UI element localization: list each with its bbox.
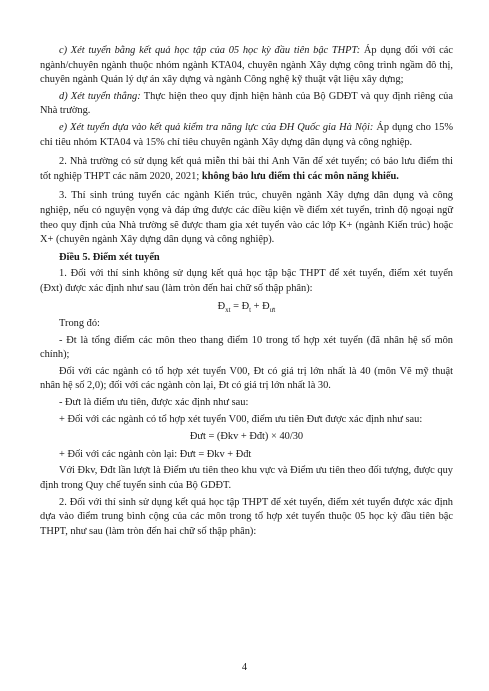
paragraph-c-text: Áp dụng đối với các ngành/chuyên ngành thuộc nhóm ngành KTA04, chuyên ngành Xây dựng công trình ngầm đô thị, chuyên ngành Quản lý dự án xây dựng và ngành Công nghệ kỹ thuật vật liệu xây dựng; (40, 45, 453, 86)
paragraph-c (40, 44, 453, 88)
paragraph-3: 3. Thí sinh trúng tuyển các ngành Kiến trúc, chuyên ngành Xây dựng dân dụng và công nghiệp, nếu có nguyện vọng và đáp ứng được các điều kiện về điểm xét tuyển, trình độ ngoại ngữ theo quy định của Nhà trường sẽ được tham gia xét tuyển vào các lớp K+ (ngành Kiến trúc) hoặc X+ (chuyên ngành Xây dựng dân dụng và công nghiệp). (40, 190, 453, 246)
trong-do-label: Trong đó: (59, 318, 100, 330)
paragraph-e-label: e) Xét tuyển dựa vào kết quả kiểm tra năng lực của ĐH Quốc gia Hà Nội: (59, 121, 374, 133)
paragraph-2-text: 2. Nhà trường có sử dụng kết quả miễn thi bài thi Anh Văn để xét tuyển; có bảo lưu điểm thi tốt nghiệp THPT các năm 2020, 2021; (40, 156, 453, 182)
paragraph-d (40, 90, 453, 119)
paragraph-e (40, 121, 453, 150)
dkv-description: Với Đkv, Đđt lần lượt là Điểm ưu tiên theo khu vực và Điểm ưu tiên theo đối tượng, được quy định trong Quy chế tuyển sinh của Bộ GDĐT. (40, 465, 453, 492)
page-number: 4 (241, 662, 248, 673)
paragraph-d-label: d) Xét tuyển thẳng: (59, 90, 141, 102)
article-5-item-2: 2. Đối với thí sinh sử dụng kết quả học tập THPT để xét tuyển, điểm xét tuyển được xác định dựa vào điểm trung bình cộng của các môn trong tổ hợp xét tuyển thuộc 05 học kỳ đầu tiên bậc THPT, như sau (làm tròn đến hai chữ số thập phân): (40, 496, 453, 537)
paragraph-2-bold: không bảo lưu điểm thi các môn năng khiếu. (201, 170, 399, 182)
dut-description: - Đưt là điểm ưu tiên, được xác định như sau: (59, 397, 249, 409)
article-5-item-1: 1. Đối với thí sinh không sử dụng kết quả học tập bậc THPT để xét tuyển, điểm xét tuyển (Đxt) được xác định như sau (làm tròn đến hai chữ số thập phân): (40, 268, 453, 294)
paragraph-c-label: c) Xét tuyển bằng kết quả học tập của 05 học kỳ đầu tiên bậc THPT: (59, 45, 361, 56)
v00-priority-description: + Đối với các ngành có tổ hợp xét tuyển V00, điểm ưu tiên Đưt được xác định như sau: (59, 413, 423, 425)
document-page (40, 44, 453, 541)
formula-priority-score: Đưt = (Đkv + Đđt) × 40/30 (189, 431, 304, 443)
formula-total-score: $Đ_{xt}$ = $Đ_t$ + $Đ_{ưt}$ (217, 300, 276, 314)
paragraph-2 (40, 155, 453, 184)
other-priority-description: + Đối với các ngành còn lại: Đưt = Đkv + Đđt (59, 448, 252, 460)
dt-description: - Đt là tổng điểm các môn theo thang điểm 10 trong tổ hợp xét tuyển (đã nhân hệ số môn chính); (40, 334, 453, 361)
paragraph-d-text: Thực hiện theo quy định hiện hành của Bộ GDĐT và quy định riêng của Nhà trường. (40, 90, 453, 117)
v00-description: Đối với các ngành có tổ hợp xét tuyển V00, Đt có giá trị lớn nhất là 40 (môn Vẽ mỹ thuật nhân hệ số 2,0); đối với các ngành còn lại, Đt có giá trị lớn nhất là 30. (40, 365, 453, 392)
article-5-heading: Điều 5. Điểm xét tuyển (59, 251, 160, 263)
paragraph-e-text: Áp dụng cho 15% chỉ tiêu nhóm KTA04 và 15% chỉ tiêu chuyên ngành Xây dựng dân dụng và công nghiệp. (40, 121, 453, 148)
